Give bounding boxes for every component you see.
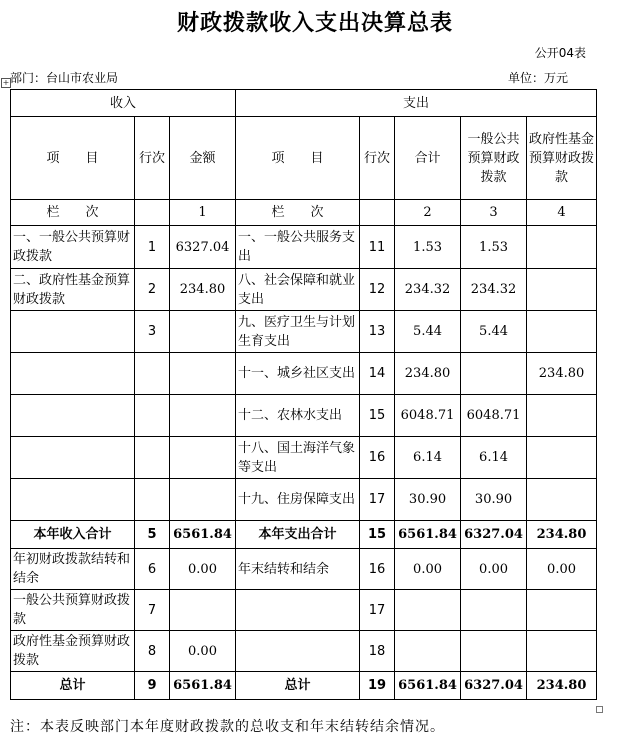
cell-income-line: 7 xyxy=(135,590,170,631)
grand-total-row xyxy=(11,672,597,700)
header-income-line: 行次 xyxy=(135,117,170,200)
cell-expense-total: 234.80 xyxy=(395,353,461,395)
cell-expense-total xyxy=(395,631,461,672)
table-row xyxy=(11,353,597,395)
cell-expense-fund: 234.80 xyxy=(527,353,597,395)
cell-income-line: 3 xyxy=(135,311,170,353)
header-expense-general: 一般公共预算财政拨款 xyxy=(461,117,527,200)
cell-expense-line: 12 xyxy=(360,269,395,311)
table-row xyxy=(11,631,597,672)
cell-expense-general: 6327.04 xyxy=(461,521,527,549)
cell-expense-general: 5.44 xyxy=(461,311,527,353)
cell-income-amount xyxy=(170,311,236,353)
year-total-row xyxy=(11,521,597,549)
header-expense-fund: 政府性基金预算财政拨款 xyxy=(527,117,597,200)
cell-expense-fund xyxy=(527,226,597,269)
cell-expense-line: 13 xyxy=(360,311,395,353)
cell-expense-item: 十二、农林水支出 xyxy=(236,395,360,437)
cell-income-line: 8 xyxy=(135,631,170,672)
cell-expense-line: 17 xyxy=(360,590,395,631)
cell-income-item: 总计 xyxy=(11,672,135,700)
cell-expense-general: 234.32 xyxy=(461,269,527,311)
cell-expense-line: 19 xyxy=(360,672,395,700)
cell-expense-general: 6.14 xyxy=(461,437,527,479)
cell-expense-general xyxy=(461,590,527,631)
cell-income-amount xyxy=(170,437,236,479)
unit-label: 单位：万元 xyxy=(508,71,569,85)
cell-income-item: 一般公共预算财政拨款 xyxy=(11,590,135,631)
footnote: 注：本表反映部门本年度财政拨款的总收支和年末结转结余情况。 xyxy=(10,719,445,735)
table-row xyxy=(11,226,597,269)
cell-expense-fund xyxy=(527,479,597,521)
cell-expense-fund: 234.80 xyxy=(527,672,597,700)
cell-expense-line: 15 xyxy=(360,521,395,549)
cell-income-item xyxy=(11,353,135,395)
cell-income-item xyxy=(11,437,135,479)
cell-expense-fund xyxy=(527,631,597,672)
cell-income-line xyxy=(135,479,170,521)
cell-expense-general: 0.00 xyxy=(461,549,527,590)
cell-income-amount xyxy=(170,479,236,521)
cell-expense-line: 14 xyxy=(360,353,395,395)
report-title: 财政拨款收入支出决算总表 xyxy=(176,10,453,36)
cell-expense-fund xyxy=(527,311,597,353)
table-row xyxy=(11,395,597,437)
table-row xyxy=(11,479,597,521)
cell-expense-fund: 234.80 xyxy=(527,521,597,549)
cell-expense-line: 16 xyxy=(360,437,395,479)
table-row xyxy=(11,311,597,353)
cell-income-line: 9 xyxy=(135,672,170,700)
cell-expense-item: 十九、住房保障支出 xyxy=(236,479,360,521)
cell-income-item: 本年收入合计 xyxy=(11,521,135,549)
cell-expense-general: 1.53 xyxy=(461,226,527,269)
header-income: 收入 xyxy=(11,90,236,117)
column-label-left: 栏 次 xyxy=(11,200,135,226)
cell-income-line xyxy=(135,437,170,479)
cell-expense-fund xyxy=(527,269,597,311)
cell-income-line: 1 xyxy=(135,226,170,269)
table-row xyxy=(11,269,597,311)
header-expense-item: 项 目 xyxy=(236,117,360,200)
column-number-3: 3 xyxy=(461,200,527,226)
cell-expense-total: 6561.84 xyxy=(395,672,461,700)
cell-expense-total: 6048.71 xyxy=(395,395,461,437)
cell-expense-general xyxy=(461,353,527,395)
cell-expense-item: 一、一般公共服务支出 xyxy=(236,226,360,269)
cell-expense-item: 八、社会保障和就业支出 xyxy=(236,269,360,311)
cell-expense-line: 18 xyxy=(360,631,395,672)
cell-income-item xyxy=(11,311,135,353)
cell-income-item xyxy=(11,395,135,437)
cell-expense-fund xyxy=(527,590,597,631)
header-expense-total: 合计 xyxy=(395,117,461,200)
cell-expense-total: 1.53 xyxy=(395,226,461,269)
header-income-item: 项 目 xyxy=(11,117,135,200)
cell-expense-item: 本年支出合计 xyxy=(236,521,360,549)
header-income-amount: 金额 xyxy=(170,117,236,200)
cell-expense-total xyxy=(395,590,461,631)
cell-income-item: 一、一般公共预算财政拨款 xyxy=(11,226,135,269)
column-number-2: 2 xyxy=(395,200,461,226)
cell-expense-fund xyxy=(527,437,597,479)
cell-income-line: 5 xyxy=(135,521,170,549)
cell-expense-line: 11 xyxy=(360,226,395,269)
cell-income-amount xyxy=(170,590,236,631)
column-number-1: 1 xyxy=(170,200,236,226)
cell-expense-item xyxy=(236,590,360,631)
cell-expense-item xyxy=(236,631,360,672)
cell-income-amount xyxy=(170,353,236,395)
cell-income-amount xyxy=(170,395,236,437)
cell-income-line: 2 xyxy=(135,269,170,311)
cell-expense-line: 17 xyxy=(360,479,395,521)
header-expense: 支出 xyxy=(236,90,597,117)
header-row-sections xyxy=(11,90,597,117)
cell-expense-fund xyxy=(527,395,597,437)
column-empty xyxy=(135,200,170,226)
cell-expense-general: 30.90 xyxy=(461,479,527,521)
cell-income-line xyxy=(135,353,170,395)
cell-expense-total: 5.44 xyxy=(395,311,461,353)
cell-income-line xyxy=(135,395,170,437)
header-row-columns xyxy=(11,117,597,200)
cell-income-amount: 6561.84 xyxy=(170,521,236,549)
cell-expense-general: 6327.04 xyxy=(461,672,527,700)
cell-income-line: 6 xyxy=(135,549,170,590)
cell-income-item: 年初财政拨款结转和结余 xyxy=(11,549,135,590)
column-number-row xyxy=(11,200,597,226)
cell-expense-item: 九、医疗卫生与计划生育支出 xyxy=(236,311,360,353)
cell-expense-general: 6048.71 xyxy=(461,395,527,437)
resize-handle-icon[interactable] xyxy=(596,706,603,713)
cell-income-amount: 0.00 xyxy=(170,631,236,672)
cell-expense-total: 30.90 xyxy=(395,479,461,521)
department-label: 部门：台山市农业局 xyxy=(10,71,119,85)
cell-expense-total: 234.32 xyxy=(395,269,461,311)
column-number-4: 4 xyxy=(527,200,597,226)
cell-expense-item: 总计 xyxy=(236,672,360,700)
table-row xyxy=(11,590,597,631)
cell-income-amount: 234.80 xyxy=(170,269,236,311)
column-empty xyxy=(360,200,395,226)
column-label-right: 栏 次 xyxy=(236,200,360,226)
cell-income-amount: 6327.04 xyxy=(170,226,236,269)
cell-expense-item: 十一、城乡社区支出 xyxy=(236,353,360,395)
cell-expense-total: 6561.84 xyxy=(395,521,461,549)
cell-income-amount: 6561.84 xyxy=(170,672,236,700)
cell-income-amount: 0.00 xyxy=(170,549,236,590)
cell-expense-item: 十八、国土海洋气象等支出 xyxy=(236,437,360,479)
table-row xyxy=(11,549,597,590)
cell-expense-total: 6.14 xyxy=(395,437,461,479)
cell-expense-general xyxy=(461,631,527,672)
header-expense-line: 行次 xyxy=(360,117,395,200)
form-code: 公开04表 xyxy=(534,46,586,60)
budget-table xyxy=(10,89,597,700)
cell-expense-item: 年末结转和结余 xyxy=(236,549,360,590)
cell-income-item: 政府性基金预算财政拨款 xyxy=(11,631,135,672)
cell-income-item xyxy=(11,479,135,521)
cell-expense-line: 16 xyxy=(360,549,395,590)
table-row xyxy=(11,437,597,479)
cell-expense-fund: 0.00 xyxy=(527,549,597,590)
table-anchor-icon[interactable]: + xyxy=(2,78,10,87)
cell-expense-total: 0.00 xyxy=(395,549,461,590)
cell-expense-line: 15 xyxy=(360,395,395,437)
cell-income-item: 二、政府性基金预算财政拨款 xyxy=(11,269,135,311)
